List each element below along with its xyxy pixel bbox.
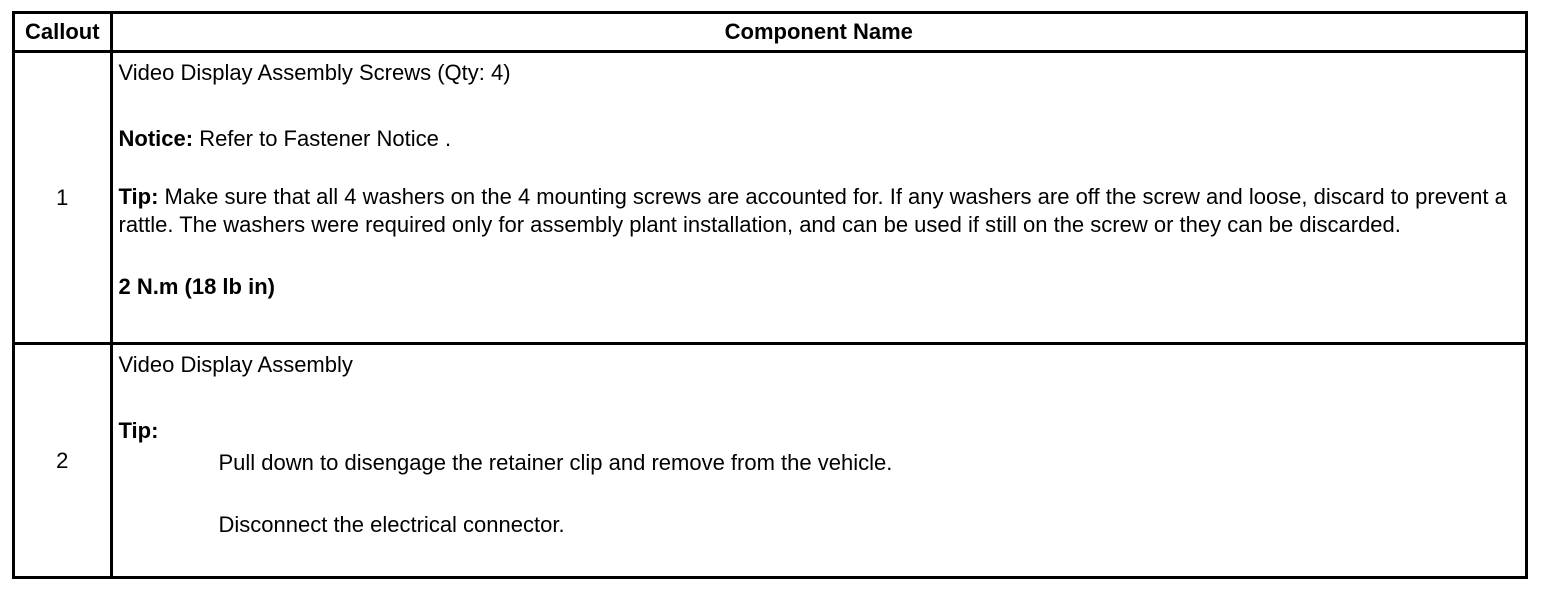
- tip-text: Make sure that all 4 washers on the 4 mounting screws are accounted for. If any washers are off the screw and loose, discard to prevent a rattle. The washers were required only for assembly plant installation, and can be used if still on the screw or they can be discarded.: [118, 184, 1507, 237]
- step-item: Disconnect the electrical connector.: [218, 512, 565, 537]
- component-cell: [111, 52, 1525, 344]
- notice-line: [119, 125, 1518, 153]
- table-row: [15, 52, 1525, 344]
- tip-label: Tip:: [118, 184, 159, 209]
- table-row: [15, 344, 1525, 577]
- table-header-row: [15, 14, 1525, 52]
- notice-text: Refer to Fastener Notice .: [199, 126, 452, 151]
- component-title: Video Display Assembly Screws (Qty: 4): [118, 60, 511, 85]
- callout-number: 1: [15, 52, 111, 344]
- torque-spec: 2 N.m (18 lb in): [118, 274, 275, 299]
- callout-number: 2: [15, 344, 111, 577]
- component-title: Video Display Assembly: [118, 352, 353, 377]
- notice-label: Notice:: [118, 126, 194, 151]
- component-cell: [111, 344, 1525, 577]
- tip-label: Tip:: [118, 418, 159, 443]
- tip-paragraph: [119, 183, 1518, 239]
- component-table: [15, 14, 1525, 576]
- header-component-name: Component Name: [111, 14, 1525, 52]
- step-item: Pull down to disengage the retainer clip and remove from the vehicle.: [218, 450, 893, 475]
- header-callout: Callout: [15, 14, 111, 52]
- component-table-frame: [12, 11, 1528, 579]
- tip-line: [119, 417, 1518, 445]
